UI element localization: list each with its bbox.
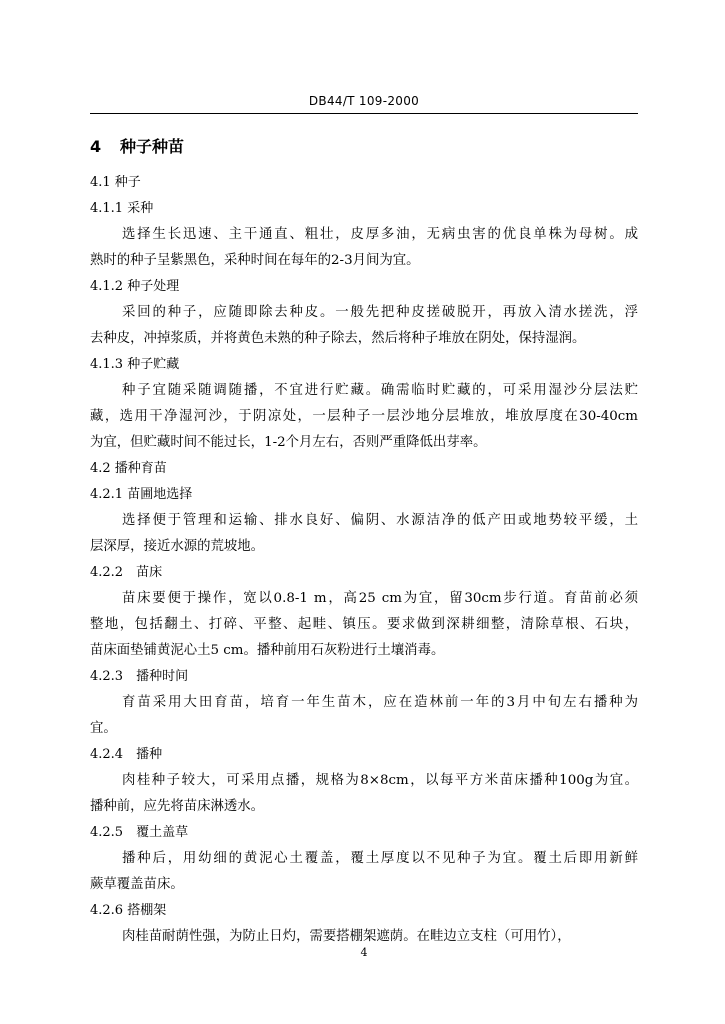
paragraph [90, 846, 638, 898]
paragraph [90, 768, 638, 820]
paragraph-line: 层深厚，接近水源的荒坡地。 [90, 539, 265, 554]
paragraph-line: 苗床面垫铺黄泥心土5 cm。播种前用石灰粉进行土壤消毒。 [90, 643, 445, 658]
section-heading: 4.1.2 种子处理 [90, 279, 180, 294]
section-heading: 4.2.4 播种 [90, 747, 163, 762]
section-heading: 4.1.1 采种 [90, 201, 154, 216]
paragraph-line: 熟时的种子呈紫黑色，采种时间在每年的2-3月间为宜。 [90, 253, 420, 268]
paragraph [90, 690, 638, 742]
header-rule [90, 113, 638, 114]
section-heading: 4.2.6 搭棚架 [90, 903, 167, 918]
paragraph-line: 选择便于管理和运输、排水良好、偏阴、水源洁净的低产田或地势较平缓，土 [122, 513, 638, 528]
paragraph-line: 肉桂苗耐荫性强，为防止日灼，需要搭棚架遮荫。在畦边立支柱（可用竹）， [122, 929, 571, 944]
paragraph-line: 苗床要便于操作，宽以0.8-1 m，高25 cm为宜，留30cm步行道。育苗前必须 [122, 591, 638, 606]
paragraph-line: 种子宜随采随调随播，不宜进行贮藏。确需临时贮藏的，可采用湿沙分层法贮 [122, 383, 638, 398]
section-heading: 4.2 播种育苗 [90, 461, 167, 476]
paragraph [90, 508, 638, 560]
paragraph [90, 586, 638, 664]
section-heading: 4.1 种子 [90, 175, 141, 190]
paragraph-line: 播种后，用幼细的黄泥心土覆盖，覆土厚度以不见种子为宜。覆土后即用新鲜 [122, 851, 638, 866]
paragraph-line: 肉桂种子较大，可采用点播，规格为8×8cm，以每平方米苗床播种100g为宜。 [122, 773, 638, 788]
paragraph-line: 播种前，应先将苗床淋透水。 [90, 799, 265, 814]
paragraph-line: 育苗采用大田育苗，培育一年生苗木，应在造林前一年的3月中旬左右播种为 [122, 695, 638, 710]
paragraph-line: 整地，包括翻土、打碎、平整、起畦、镇压。要求做到深耕细整，清除草根、石块， [90, 617, 638, 632]
section-heading: 4.2.1 苗圃地选择 [90, 487, 193, 502]
paragraph [90, 378, 638, 456]
paragraph-line: 宜。 [90, 721, 117, 736]
section-heading: 4.2.3 播种时间 [90, 669, 189, 684]
paragraph-line: 藏，选用干净湿河沙，于阴凉处，一层种子一层沙地分层堆放，堆放厚度在30-40cm [90, 409, 638, 424]
section-heading: 4.2.2 苗床 [90, 565, 163, 580]
section-heading: 4.1.3 种子贮藏 [90, 357, 180, 372]
section-heading: 4.2.5 覆土盖草 [90, 825, 189, 840]
paragraph-line: 选择生长迅速、主干通直、粗壮，皮厚多油，无病虫害的优良单株为母树。成 [122, 227, 638, 242]
paragraph-line: 蕨草覆盖苗床。 [90, 877, 184, 892]
paragraph-line: 采回的种子，应随即除去种皮。一般先把种皮搓破脱开，再放入清水搓洗，浮 [122, 305, 638, 320]
document-body [90, 170, 638, 950]
paragraph-line: 去种皮，冲掉浆质，并将黄色未熟的种子除去，然后将种子堆放在阴处，保持湿润。 [90, 331, 586, 346]
chapter-heading [90, 134, 184, 157]
paragraph [90, 300, 638, 352]
page-number: 4 [360, 946, 368, 959]
chapter-title: 种子种苗 [120, 137, 185, 156]
standard-code: DB44/T 109-2000 [308, 94, 420, 108]
paragraph [90, 222, 638, 274]
paragraph-line: 为宜，但贮藏时间不能过长，1-2个月左右，否则严重降低出芽率。 [90, 435, 487, 450]
chapter-number: 4 [90, 137, 102, 156]
